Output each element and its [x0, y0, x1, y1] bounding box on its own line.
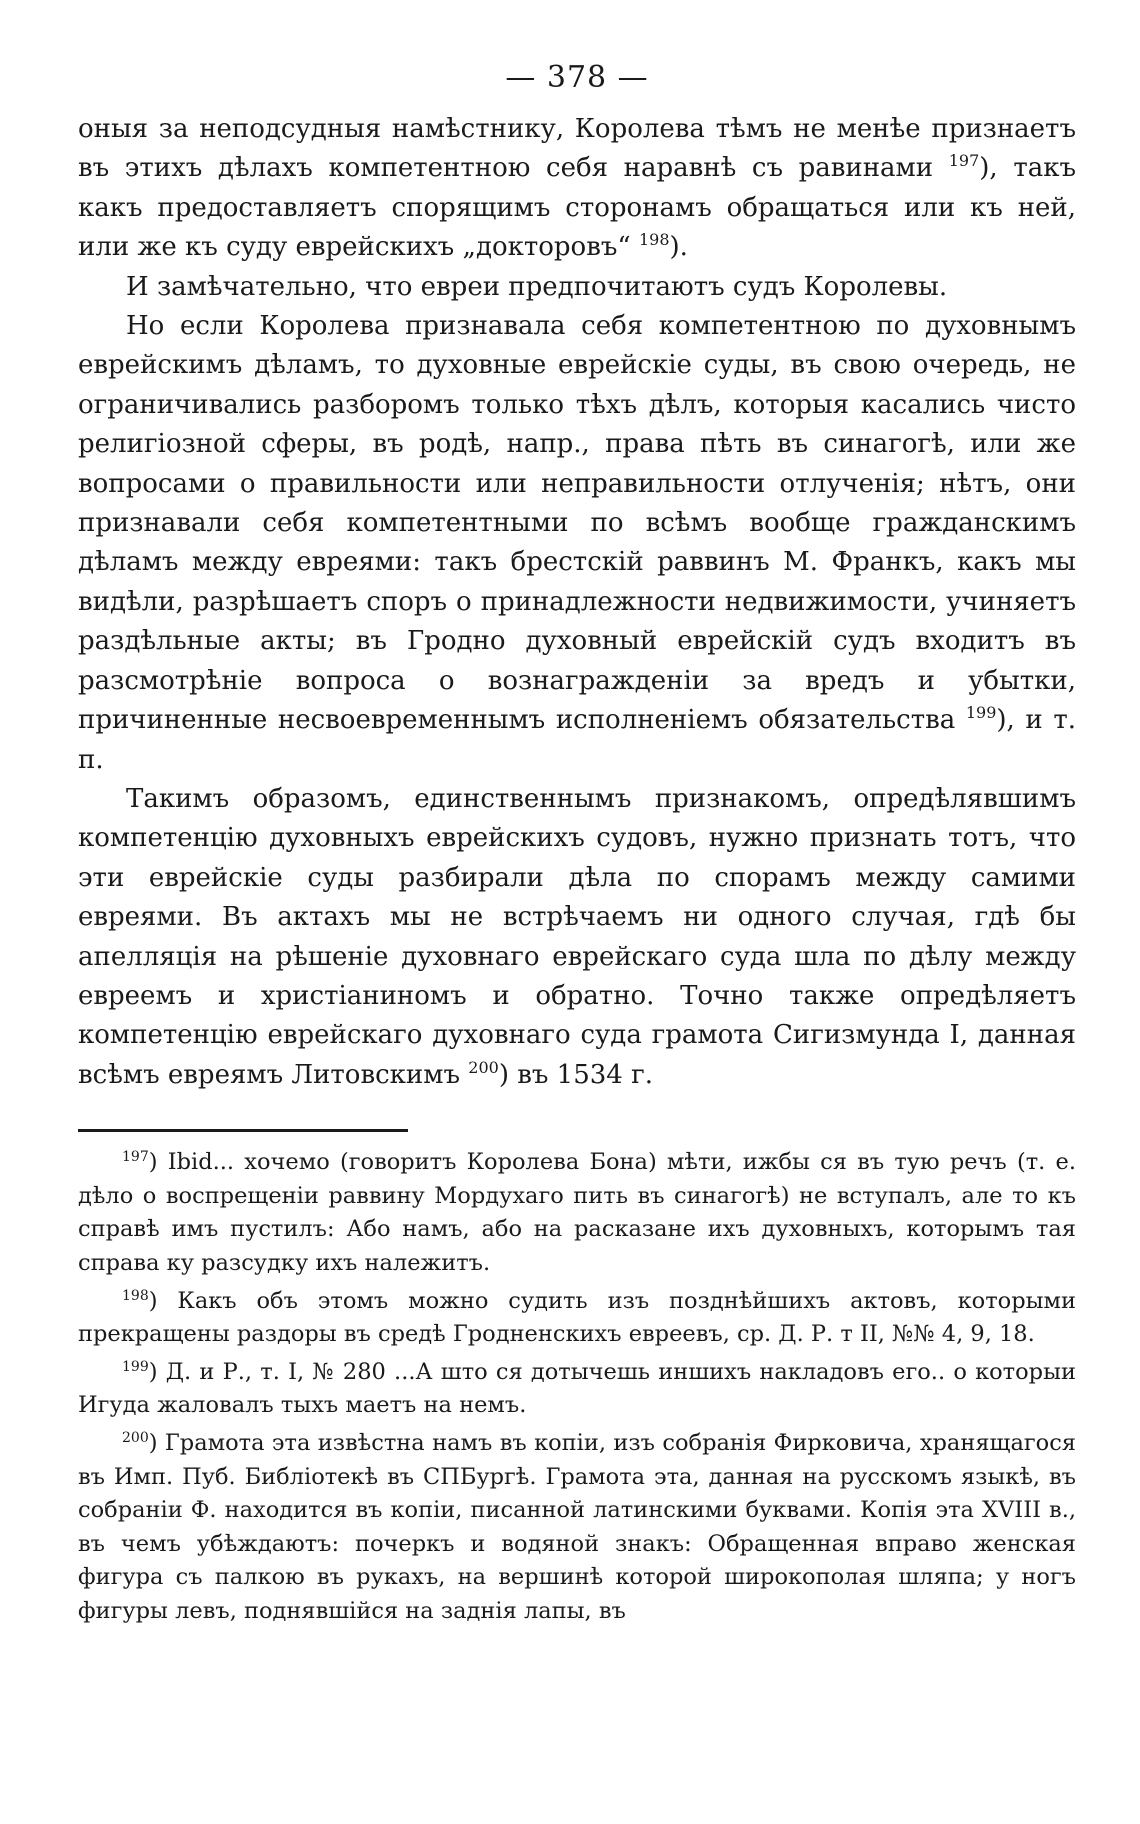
footnote-ref: 198 [638, 230, 670, 250]
paragraph [78, 780, 1076, 1095]
footnote-text: ) Ibid... хочемо (говоритъ Королева Бона) мѣти, ижбы ся въ тую речъ (т. е. дѣло о воспрещеніи раввину Мордухаго пить въ синагогѣ) не вступалъ, але то къ справѣ имъ пустилъ: Або намъ, або на расказане ихъ духовныхъ, которымъ тая справа ку разсудку ихъ належитъ. [78, 1149, 1076, 1276]
text-run: Но если Королева признавала себя компетентною по духовнымъ еврейскимъ дѣламъ, то духовные еврейскіе суды, въ свою очередь, не ограничивались разборомъ только тѣхъ дѣлъ, которыя касались чисто религіозной сферы, въ родѣ, напр., права пѣть въ синагогѣ, или же вопросами о правильности или неправильности отлученія; нѣтъ, они признавали себя компетентными по всѣмъ вообще гражданскимъ дѣламъ между евреями: такъ брестскій раввинъ М. Франкъ, какъ мы видѣли, разрѣшаетъ споръ о принадлежности недвижимости, учиняетъ раздѣльные акты; въ Гродно духовный еврейскій судъ входитъ въ разсмотрѣніе вопроса о вознагражденіи за вредъ и убытки, причиненные несвоевременнымъ исполненіемъ обязательства [78, 311, 1076, 736]
footnote-number: 199 [122, 1358, 149, 1375]
text-run: ), и т. п. [78, 705, 1076, 775]
footnote [78, 1427, 1076, 1629]
footnote-text: ) Какъ объ этомъ можно судить изъ позднѣйшихъ актовъ, которыми прекращены раздоры въ средѣ Гродненскихъ евреевъ, ср. Д. Р. т II, №№ 4, 9, 18. [78, 1287, 1076, 1348]
paragraph [78, 307, 1076, 780]
text-run: Такимъ образомъ, единственнымъ признакомъ, опредѣлявшимъ компетенцію духовныхъ еврейскихъ судовъ, нужно признать тотъ, что эти еврейскіе суды разбирали дѣла по спорамъ между самими евреями. Въ актахъ мы не встрѣчаемъ ни одного случая, гдѣ бы апелляція на рѣшеніе духовнаго еврейскаго суда шла по дѣлу между евреемъ и христіаниномъ и обратно. Точно также опредѣляетъ компетенцію еврейскаго духовнаго суда грамота Сигизмунда I, данная всѣмъ евреямъ Литовскимъ [78, 783, 1076, 1090]
page-number: — 378 — [505, 60, 649, 95]
footnote-ref: 199 [965, 703, 997, 723]
footnote-text: ) Грамота эта извѣстна намъ въ копіи, изъ собранія Фирковича, хранящагося въ Имп. Пуб. Библіотекѣ въ СПБургѣ. Грамота эта, данная на русскомъ языкѣ, въ собраніи Ф. находится въ копіи, писанной латинскими буквами. Копія эта XVIII в., въ чемъ убѣждаютъ: почеркъ и водяной знакъ: Обращенная вправо женская фигура съ палкою въ рукахъ, на вершинѣ которой широкополая шляпа; у ногъ фигуры левъ, поднявшійся на заднія лапы, въ [78, 1429, 1076, 1624]
text-run: оныя за неподсудныя намѣстнику, Королева тѣмъ не менѣе признаетъ въ этихъ дѣлахъ компетентною себя наравнѣ съ равинами [78, 114, 1076, 184]
paragraph [78, 110, 1076, 268]
text-run: И замѣчательно, что евреи предпочитаютъ судъ Королевы. [126, 271, 948, 302]
footnote-ref: 200 [468, 1057, 499, 1077]
footnote-number: 197 [122, 1149, 149, 1166]
footnote [78, 1285, 1076, 1352]
main-text [78, 110, 1076, 1095]
footnote-divider [78, 1129, 408, 1132]
footnote-text: ) Д. и Р., т. I, № 280 ...А што ся дотычешь иншихъ накладовъ его.. о которыи Игуда жаловалъ тыхъ маетъ на немъ. [78, 1358, 1076, 1419]
footnote [78, 1356, 1076, 1423]
text-run: ). [669, 232, 688, 263]
paragraph [78, 268, 1076, 307]
text-run: ) въ 1534 г. [498, 1059, 653, 1090]
text-run: ), такъ какъ предоставляетъ спорящимъ сторонамъ обращаться или къ ней, или же къ суду еврейскихъ „докторовъ“ [78, 153, 1076, 263]
footnote [78, 1146, 1076, 1280]
footnote-number: 198 [122, 1287, 149, 1304]
footnote-ref: 197 [948, 151, 980, 171]
footnotes [78, 1146, 1076, 1628]
book-page [78, 56, 1076, 1632]
footnote-number: 200 [122, 1429, 149, 1446]
